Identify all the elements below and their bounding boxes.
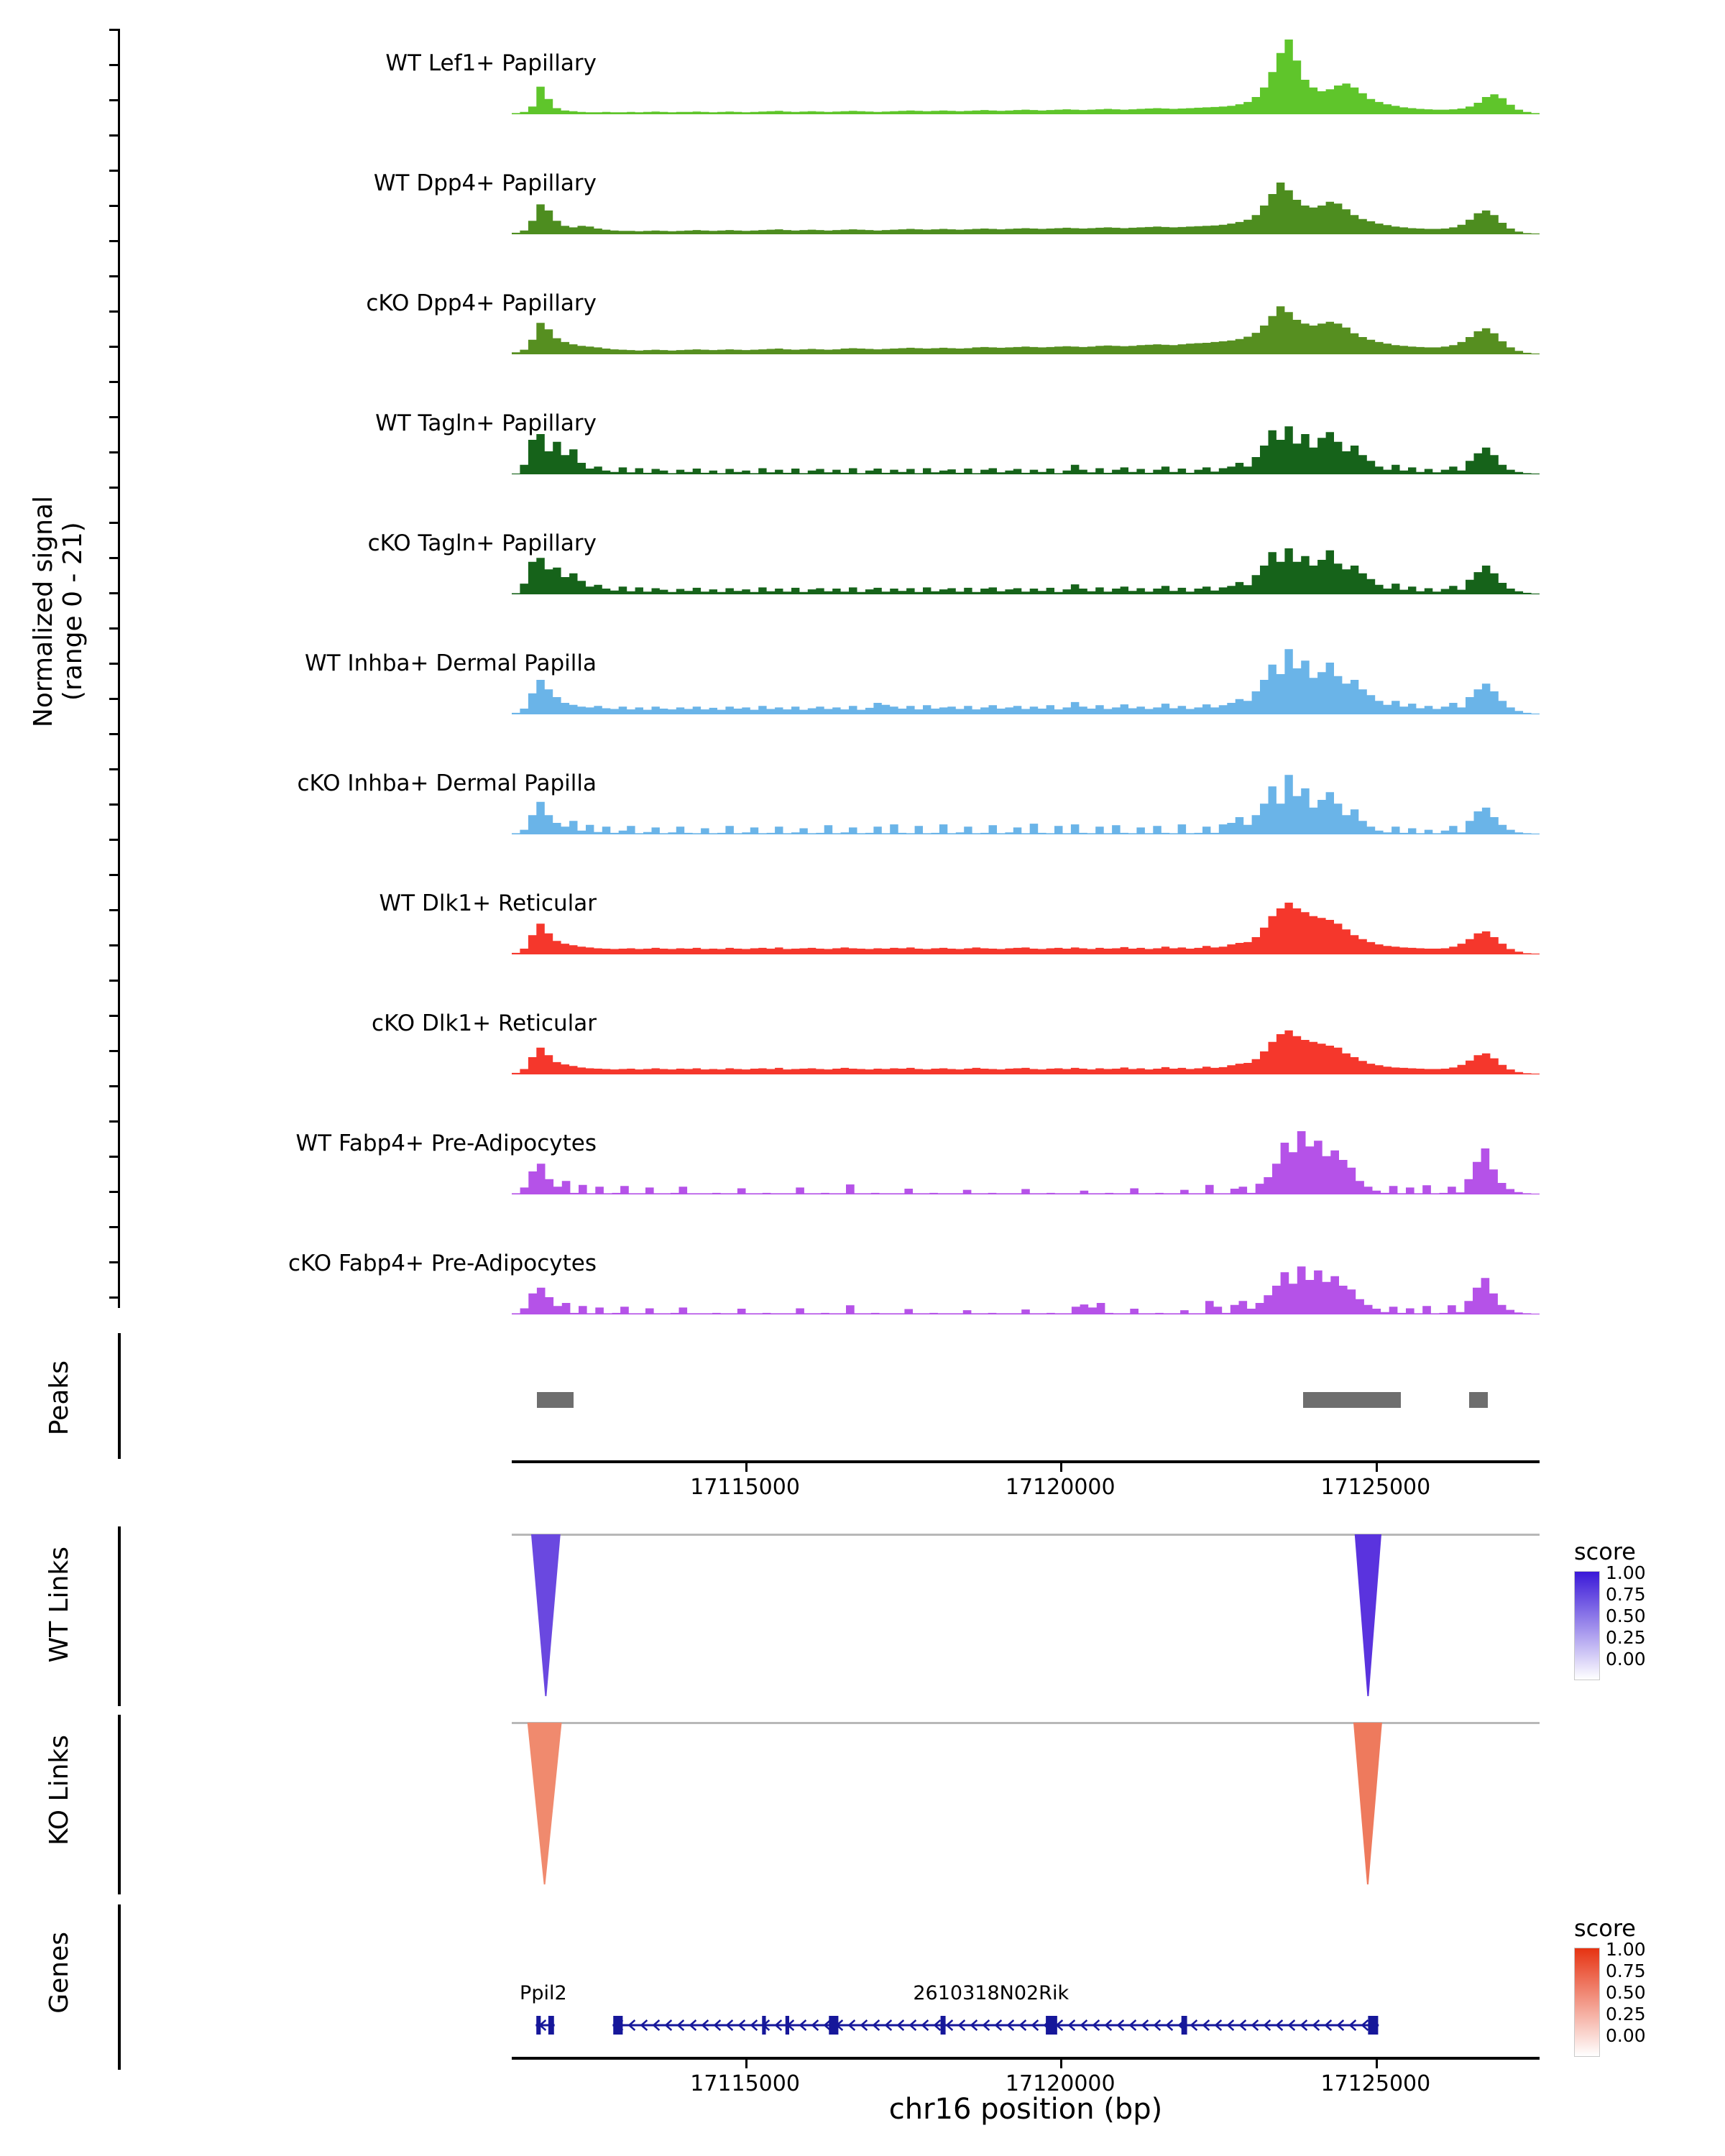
gene-exon xyxy=(536,2016,540,2035)
coverage-track-plot xyxy=(512,734,1540,854)
coverage-track-plot xyxy=(512,1095,1540,1215)
link-arc xyxy=(532,1535,560,1696)
legend-tick-label: 0.50 xyxy=(1606,1982,1646,2003)
coverage-track-label: WT Fabp4+ Pre-Adipocytes xyxy=(295,1130,597,1156)
gene-exon xyxy=(613,2016,622,2035)
coverage-track-label: cKO Inhba+ Dermal Papilla xyxy=(297,770,597,796)
gene-label: 2610318N02Rik xyxy=(913,1982,1070,2004)
peaks-panel xyxy=(0,1326,1725,1470)
legend-tick-label: 1.00 xyxy=(1606,1939,1646,1960)
wt-links-section-label: WT Links xyxy=(45,1547,74,1663)
x-axis-tick-label: 17115000 xyxy=(690,2071,800,2096)
x-axis-top-line xyxy=(512,1460,1540,1463)
coverage-track xyxy=(0,975,1725,1095)
coverage-track xyxy=(0,854,1725,975)
gene-label: Ppil2 xyxy=(520,1982,567,2004)
y-axis-label-line2: (range 0 - 21) xyxy=(58,522,88,701)
wt-links-plot xyxy=(512,1516,1540,1718)
coverage-track-plot xyxy=(512,374,1540,494)
x-axis-tick-label: 17120000 xyxy=(1005,2071,1116,2096)
wt-links-spine xyxy=(118,1526,121,1706)
coverage-track xyxy=(0,254,1725,374)
link-arc xyxy=(528,1723,561,1884)
peak-bar xyxy=(1469,1392,1488,1408)
y-axis-label-line1: Normalized signal xyxy=(29,496,58,728)
gene-exon xyxy=(829,2016,838,2035)
peak-bar xyxy=(537,1392,574,1408)
coverage-track xyxy=(0,494,1725,614)
coverage-track-label: WT Dlk1+ Reticular xyxy=(379,890,597,916)
legend-tick-label: 0.75 xyxy=(1606,1961,1646,1981)
link-arc xyxy=(1356,1535,1381,1696)
legend-tick-label: 0.75 xyxy=(1606,1584,1646,1605)
coverage-track-plot xyxy=(512,134,1540,254)
coverage-track xyxy=(0,1095,1725,1215)
genes-section-label: Genes xyxy=(45,1932,74,2014)
coverage-track-label: WT Tagln+ Papillary xyxy=(375,410,597,436)
x-axis-top xyxy=(512,1460,1540,1511)
coverage-track-label: cKO Tagln+ Papillary xyxy=(367,530,597,556)
gene-exon xyxy=(786,2016,789,2035)
wt-links-legend xyxy=(1574,1538,1725,1669)
coverage-track-plot xyxy=(512,494,1540,614)
gene-exon xyxy=(1368,2016,1378,2035)
x-axis-tick-label: 17120000 xyxy=(1005,1475,1116,1500)
peak-bar xyxy=(1303,1392,1401,1408)
ko-legend-title: score xyxy=(1574,1915,1636,1942)
coverage-track xyxy=(0,14,1725,134)
coverage-track-label: WT Inhba+ Dermal Papilla xyxy=(305,650,597,676)
x-axis-tick-label: 17115000 xyxy=(690,1475,800,1500)
ko-links-plot xyxy=(512,1705,1540,1906)
coverage-track-plot xyxy=(512,14,1540,134)
legend-tick-label: 0.25 xyxy=(1606,1627,1646,1648)
x-axis-tick xyxy=(1060,2060,1062,2068)
ko-links-spine xyxy=(118,1715,121,1894)
coverage-track-plot xyxy=(512,254,1540,374)
coverage-track-plot xyxy=(512,614,1540,734)
x-axis-tick-label: 17125000 xyxy=(1320,2071,1431,2096)
wt-legend-ticks xyxy=(1606,1564,1646,1672)
legend-tick-label: 0.25 xyxy=(1606,2004,1646,2024)
coverage-track-label: WT Lef1+ Papillary xyxy=(385,50,597,76)
coverage-track-label: cKO Dpp4+ Papillary xyxy=(366,290,597,316)
gene-exon xyxy=(941,2016,946,2035)
legend-tick-label: 0.50 xyxy=(1606,1606,1646,1626)
coverage-track xyxy=(0,1215,1725,1335)
peaks-spine xyxy=(118,1333,121,1459)
x-axis-bottom-line xyxy=(512,2057,1540,2060)
legend-tick-label: 1.00 xyxy=(1606,1562,1646,1583)
wt-legend-title: score xyxy=(1574,1538,1636,1565)
coverage-track-plot xyxy=(512,1215,1540,1335)
wt-legend-gradient xyxy=(1574,1571,1600,1680)
legend-tick-label: 0.00 xyxy=(1606,2025,1646,2046)
peaks-plot xyxy=(512,1326,1540,1470)
x-axis-tick xyxy=(745,2060,748,2068)
coverage-track xyxy=(0,374,1725,494)
coverage-track xyxy=(0,734,1725,854)
peaks-section-label: Peaks xyxy=(45,1360,74,1436)
coverage-track-plot xyxy=(512,854,1540,975)
gene-exon xyxy=(1182,2016,1187,2035)
gene-exon xyxy=(762,2016,765,2035)
x-axis-tick xyxy=(1376,1463,1378,1472)
genes-spine xyxy=(118,1904,121,2070)
coverage-track-label: WT Dpp4+ Papillary xyxy=(373,170,597,196)
coverage-track-plot xyxy=(512,975,1540,1095)
link-arc xyxy=(1354,1723,1381,1884)
coverage-track xyxy=(0,614,1725,734)
coverage-track xyxy=(0,134,1725,254)
legend-tick-label: 0.00 xyxy=(1606,1649,1646,1669)
gene-exon xyxy=(1046,2016,1057,2035)
x-axis-tick-label: 17125000 xyxy=(1320,1475,1431,1500)
wt-links-panel xyxy=(0,1516,1725,1718)
coverage-track-label: cKO Dlk1+ Reticular xyxy=(372,1010,597,1036)
x-axis-tick xyxy=(1060,1463,1062,1472)
gene-exon xyxy=(548,2016,554,2035)
ko-links-section-label: KO Links xyxy=(45,1735,74,1846)
x-axis-tick xyxy=(745,1463,748,1472)
x-axis-title: chr16 position (bp) xyxy=(888,2093,1163,2126)
x-axis-tick xyxy=(1376,2060,1378,2068)
coverage-track-label: cKO Fabp4+ Pre-Adipocytes xyxy=(288,1250,597,1276)
